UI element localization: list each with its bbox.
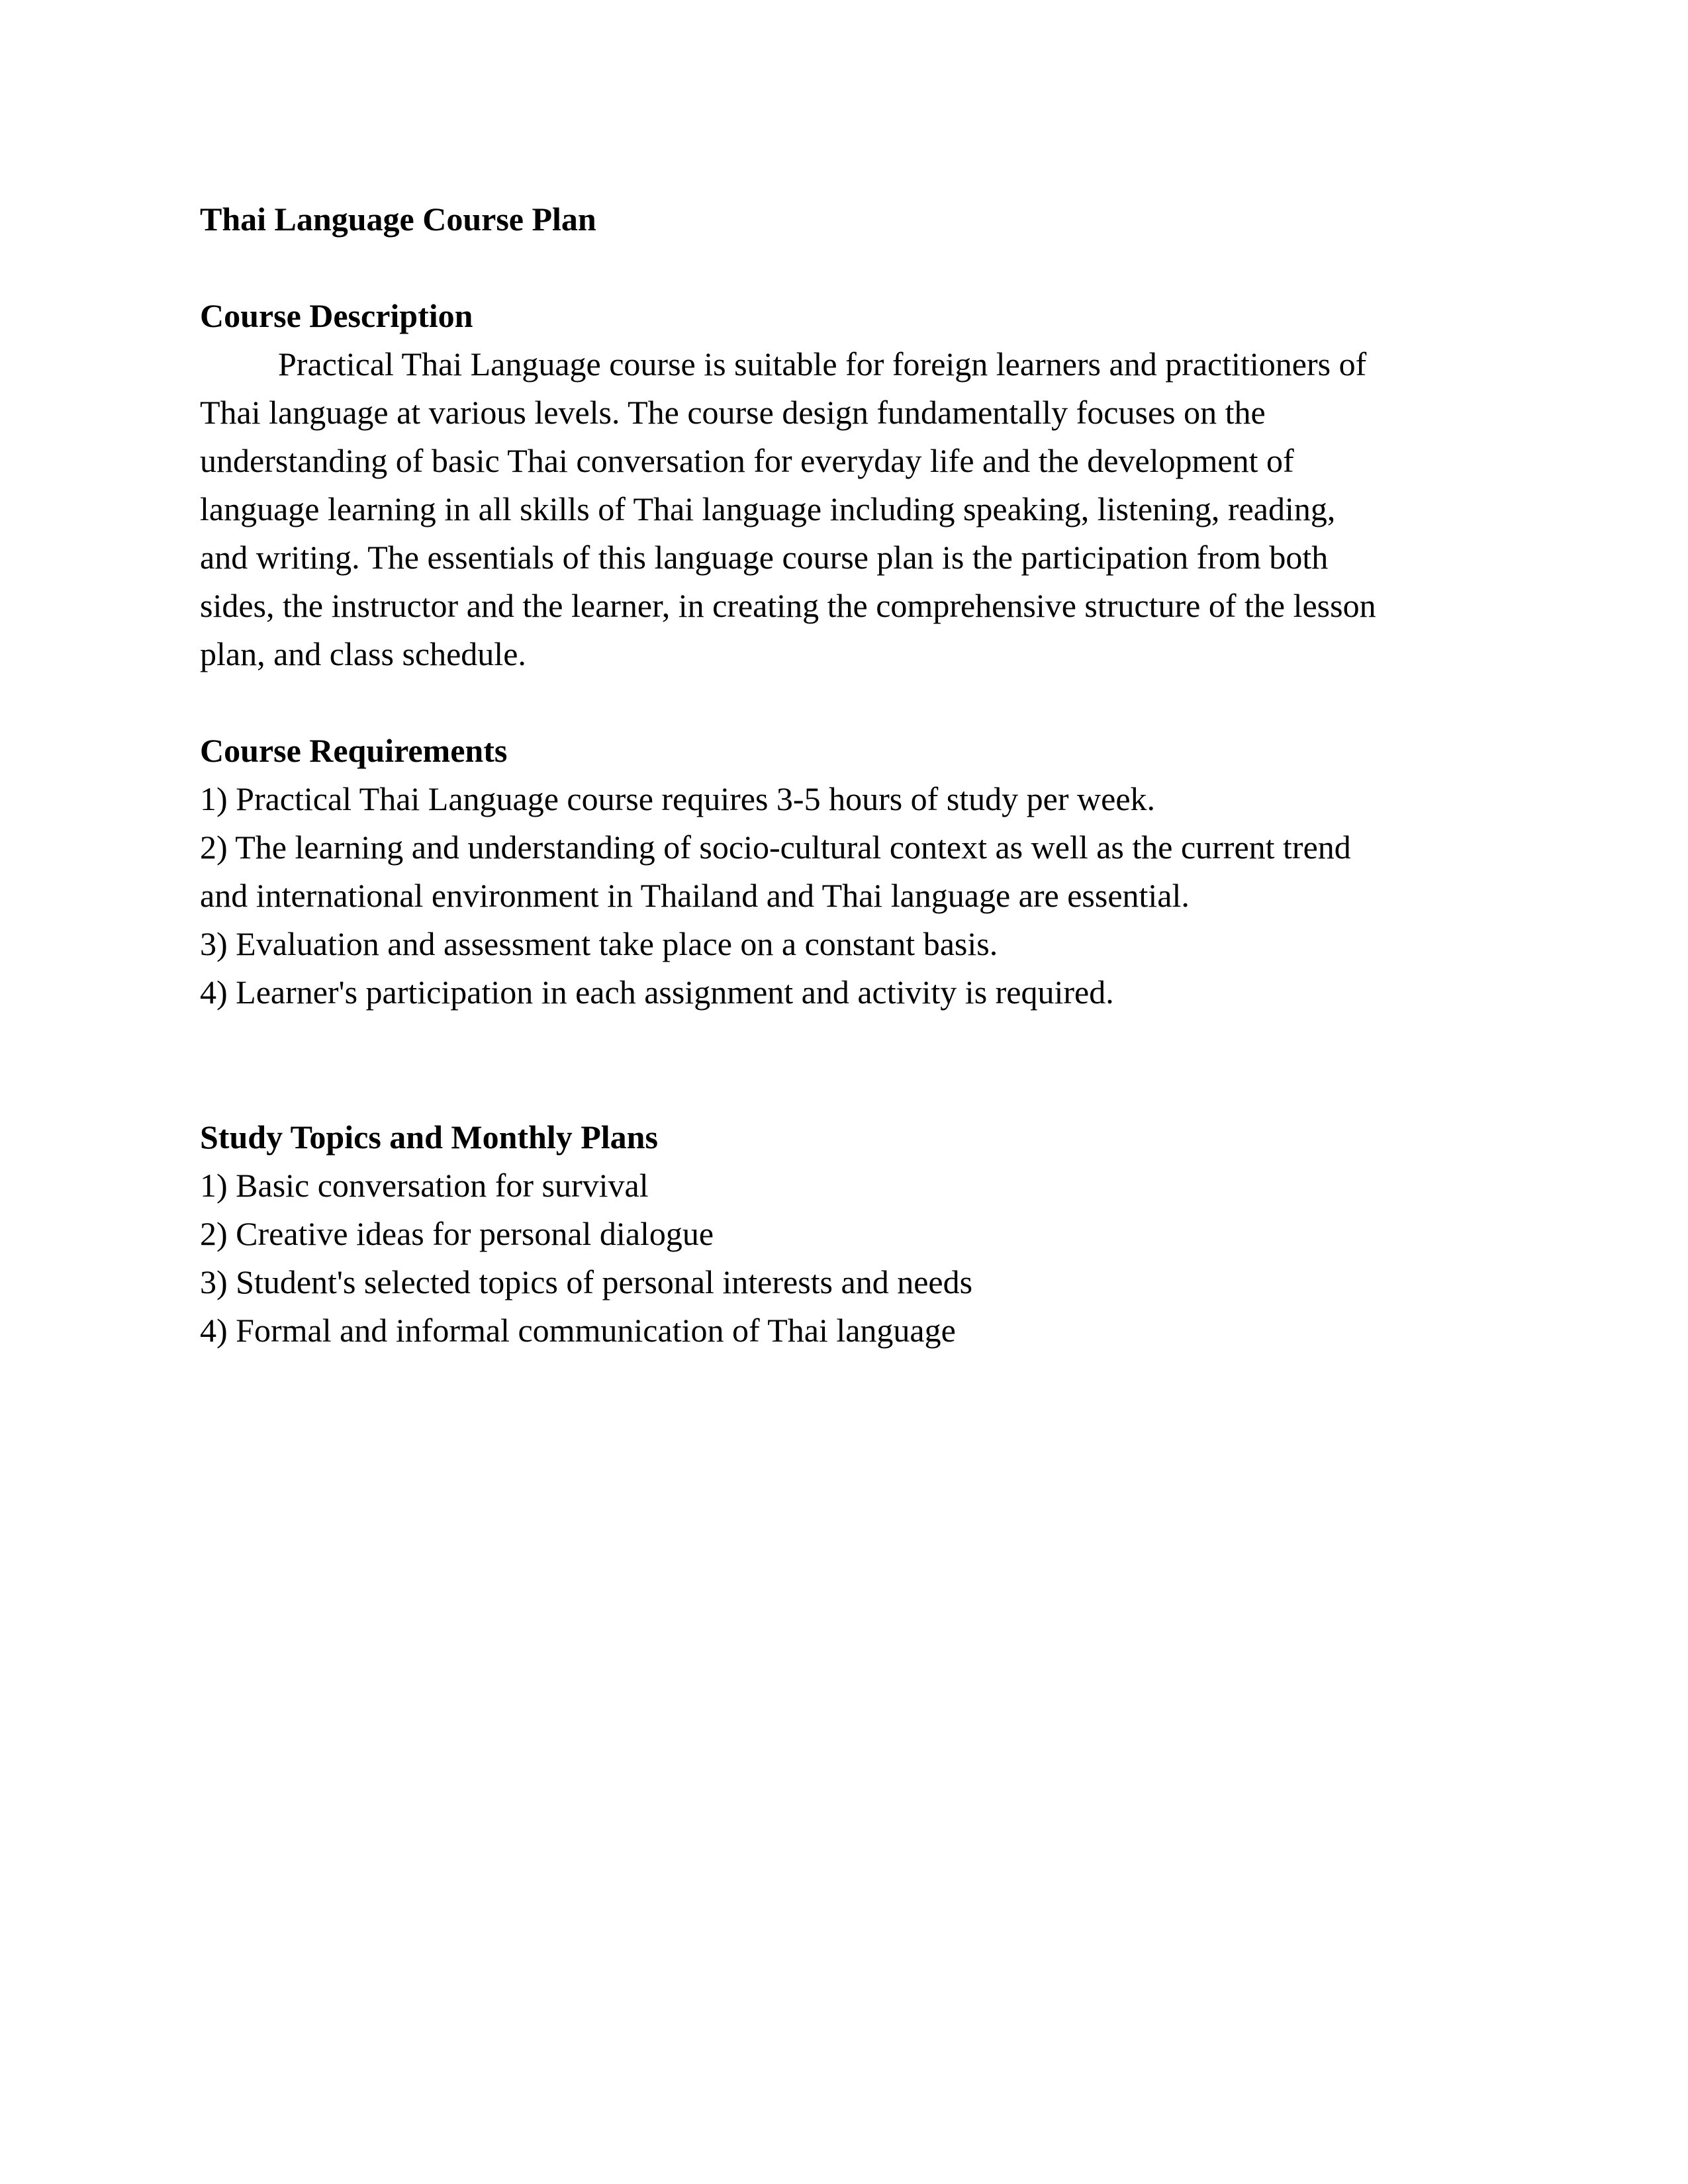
list-item: 1) Basic conversation for survival	[200, 1167, 649, 1204]
paragraph-line: language learning in all skills of Thai language including speaking, listening, reading,	[200, 490, 1336, 527]
paragraph-line: sides, the instructor and the learner, in creating the comprehensive structure of the lesson	[200, 587, 1376, 624]
section-heading-study-topics: Study Topics and Monthly Plans	[200, 1118, 658, 1156]
list-item: 4) Learner's participation in each assignment and activity is required.	[200, 974, 1114, 1011]
section-heading-course-description: Course Description	[200, 297, 473, 334]
paragraph-line: Thai language at various levels. The course design fundamentally focuses on the	[200, 394, 1266, 431]
paragraph-line: and writing. The essentials of this language course plan is the participation from both	[200, 539, 1329, 576]
document-title: Thai Language Course Plan	[200, 201, 596, 238]
paragraph-line: understanding of basic Thai conversation for everyday life and the development of	[200, 442, 1294, 479]
list-item-continuation: and international environment in Thailand and Thai language are essential.	[200, 877, 1190, 914]
list-item: 3) Student's selected topics of personal interests and needs	[200, 1263, 973, 1300]
blank-line	[200, 1065, 1503, 1113]
paragraph-line: plan, and class schedule.	[200, 635, 526, 672]
blank-line	[200, 244, 1503, 292]
list-item: 4) Formal and informal communication of Thai language	[200, 1312, 956, 1349]
list-item: 2) Creative ideas for personal dialogue	[200, 1215, 714, 1252]
list-item: 3) Evaluation and assessment take place on a constant basis.	[200, 925, 998, 962]
blank-line	[200, 1017, 1503, 1065]
list-item: 1) Practical Thai Language course requires 3-5 hours of study per week.	[200, 780, 1156, 817]
blank-line	[200, 678, 1503, 727]
list-item: 2) The learning and understanding of socio-cultural context as well as the current trend	[200, 829, 1351, 866]
section-heading-course-requirements: Course Requirements	[200, 732, 508, 769]
paragraph-line: Practical Thai Language course is suitable for foreign learners and practitioners of	[278, 345, 1367, 383]
